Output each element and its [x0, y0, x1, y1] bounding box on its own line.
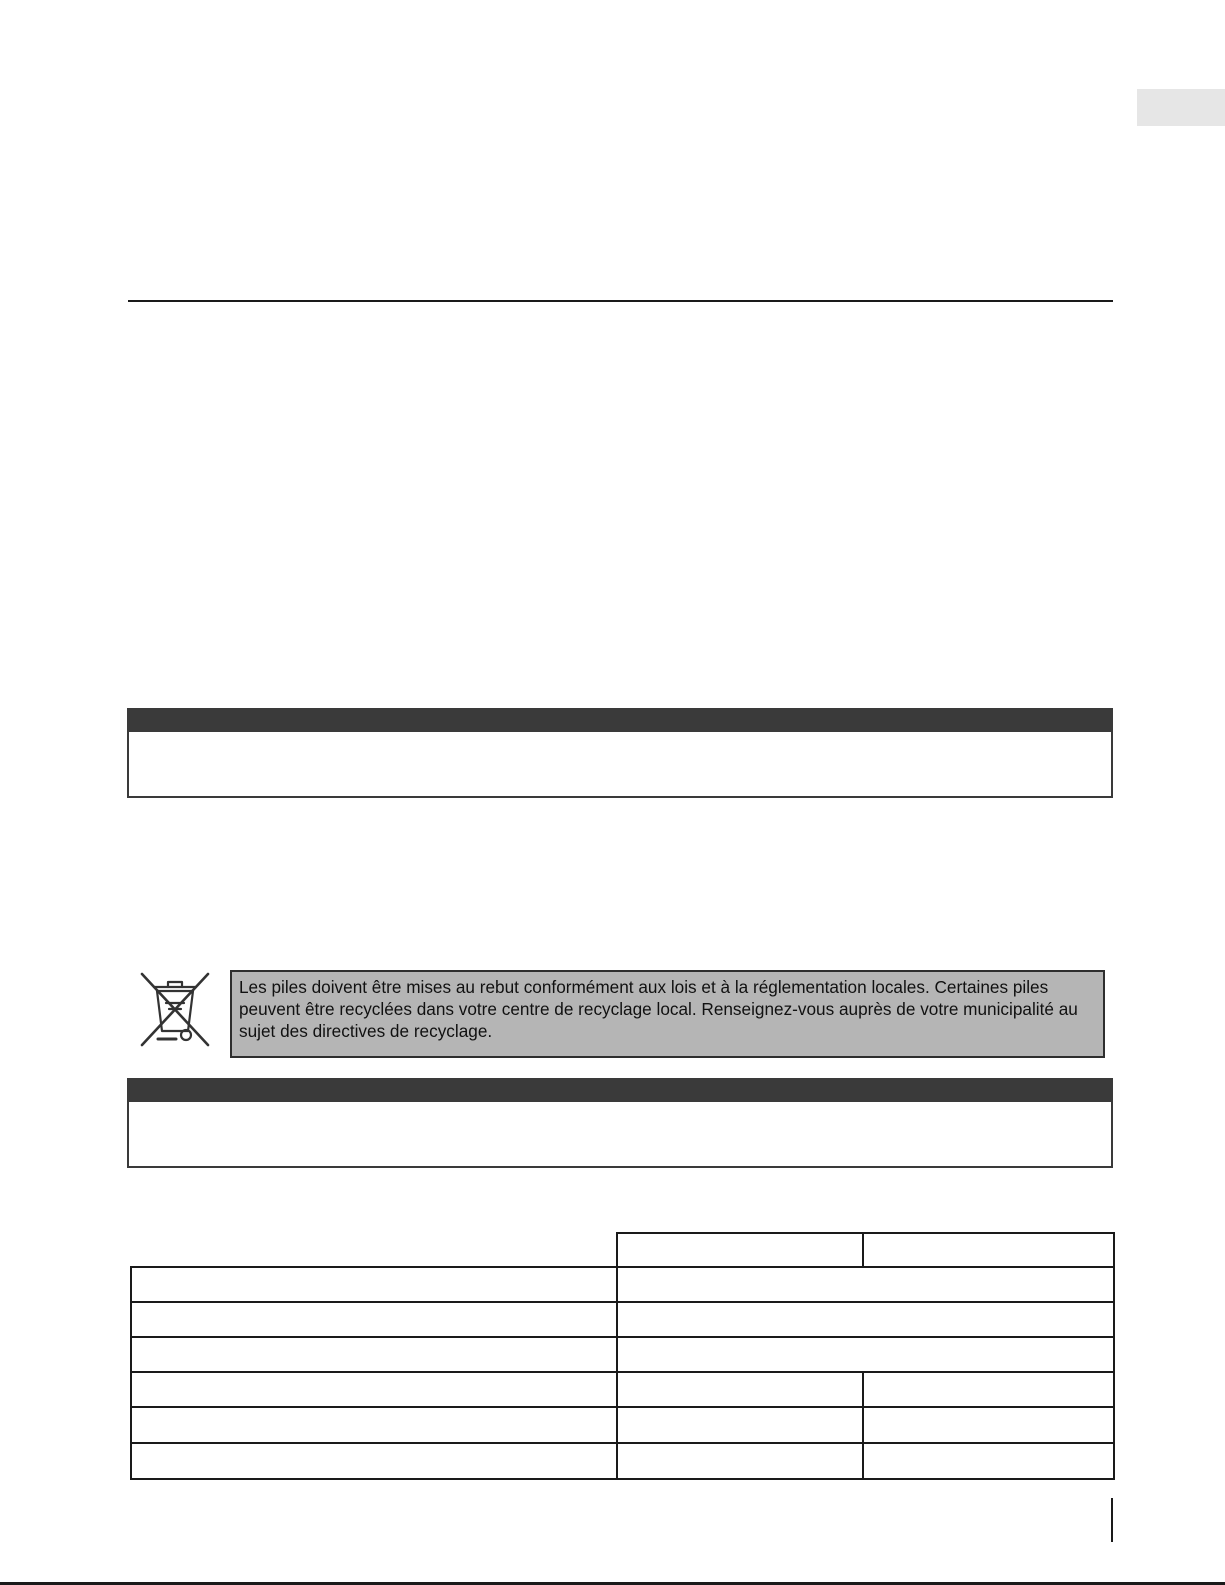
section-divider	[128, 300, 1113, 302]
spec-table-row-6-value-1	[616, 1442, 864, 1480]
spec-table-row-5-value-1	[616, 1406, 864, 1444]
spec-table-row-3-value	[616, 1336, 1115, 1373]
spec-table-row-3-label	[130, 1336, 618, 1373]
spec-table-row-4-value-2	[862, 1371, 1115, 1408]
spec-table-row-2-value	[616, 1301, 1115, 1338]
notice-box-1	[127, 708, 1113, 798]
notice-box-2	[127, 1078, 1113, 1168]
spec-table-row-6-label	[130, 1442, 618, 1480]
spec-table-row-1-label	[130, 1266, 618, 1303]
page-number-divider	[1111, 1498, 1113, 1542]
spec-table-row-4-label	[130, 1371, 618, 1408]
crossed-out-wheelie-bin-icon	[136, 969, 214, 1049]
battery-recycling-note: Les piles doivent être mises au rebut conformément aux lois et à la réglementation locales. Certaines piles peuvent être recyclées dans votre centre de recyclage local. Renseignez-vous auprès de votre municipalité au sujet des directives de recyclage.	[230, 970, 1105, 1058]
side-tab-marker	[1137, 89, 1225, 126]
spec-table-row-4-value-1	[616, 1371, 864, 1408]
notice-box-1-header-bar	[129, 710, 1111, 732]
spec-table-row-5-value-2	[862, 1406, 1115, 1444]
notice-box-2-header-bar	[129, 1080, 1111, 1102]
spec-table-header-col-1	[616, 1232, 864, 1268]
spec-table-row-6-value-2	[862, 1442, 1115, 1480]
spec-table-row-2-label	[130, 1301, 618, 1338]
spec-table-row-5-label	[130, 1406, 618, 1444]
spec-table	[130, 1232, 1115, 1480]
spec-table-header-col-2	[862, 1232, 1115, 1268]
spec-table-row-1-value	[616, 1266, 1115, 1303]
